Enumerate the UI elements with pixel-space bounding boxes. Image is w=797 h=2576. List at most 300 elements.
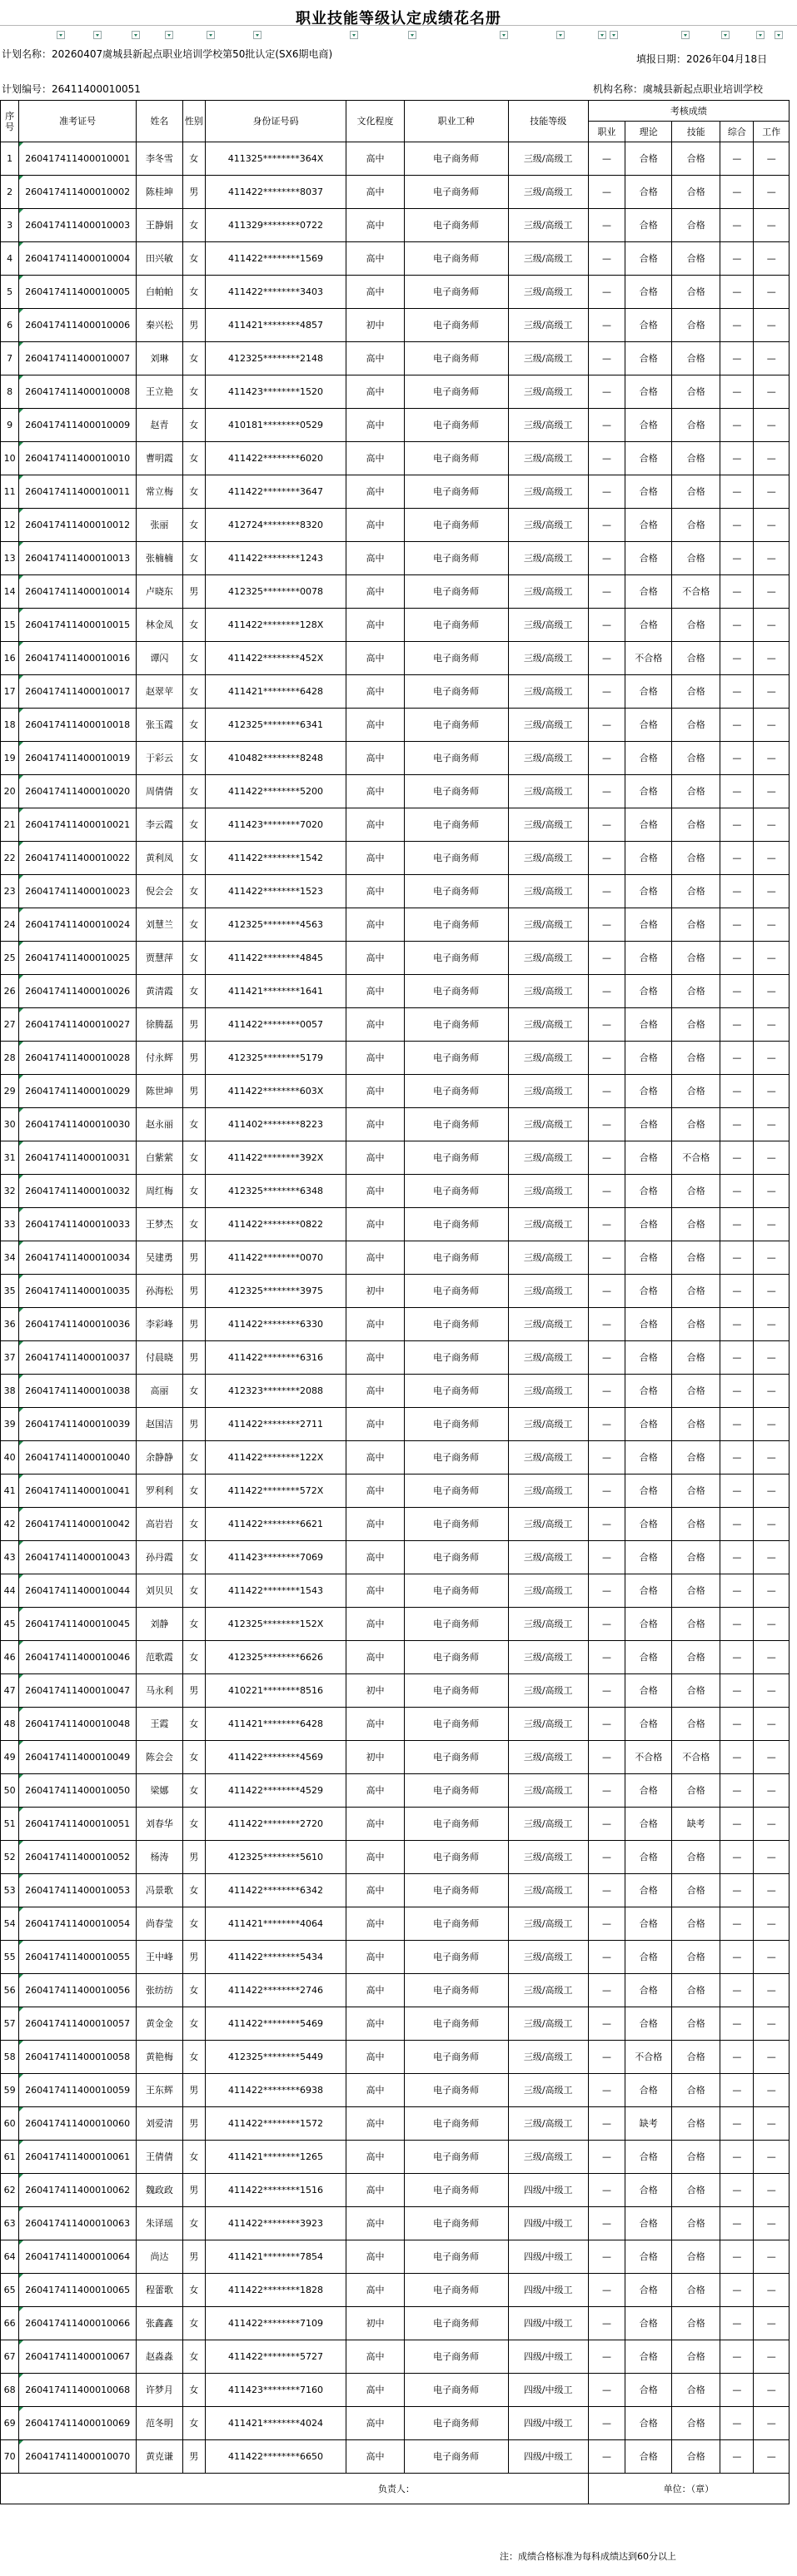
job-cell: 电子商务师 xyxy=(404,1874,508,1907)
job-cell: 电子商务师 xyxy=(404,1275,508,1308)
job-cell: 电子商务师 xyxy=(404,842,508,875)
id-cell: 412325********5449 xyxy=(205,2041,346,2074)
job-cell: 电子商务师 xyxy=(404,1741,508,1774)
score-occupational-cell: — xyxy=(588,609,625,642)
table-row xyxy=(1,2274,790,2307)
score-comprehensive-cell: — xyxy=(720,2107,754,2141)
exam-no-cell: 260417411400010014 xyxy=(19,575,137,609)
job-cell: 电子商务师 xyxy=(404,542,508,575)
score-occupational-cell: — xyxy=(588,942,625,975)
table-row xyxy=(1,2207,790,2240)
job-cell: 电子商务师 xyxy=(404,1341,508,1375)
seq-cell: 50 xyxy=(1,1774,19,1808)
score-comprehensive-cell: — xyxy=(720,675,754,709)
education-cell: 高中 xyxy=(346,842,404,875)
score-occupational-cell: — xyxy=(588,1241,625,1275)
id-cell: 411422********5434 xyxy=(205,1941,346,1974)
seq-cell: 44 xyxy=(1,1574,19,1608)
job-cell: 电子商务师 xyxy=(404,1907,508,1941)
job-cell: 电子商务师 xyxy=(404,2041,508,2074)
exam-no-cell: 260417411400010005 xyxy=(19,276,137,309)
level-cell: 四级/中级工 xyxy=(508,2274,588,2307)
score-skill-cell: 合格 xyxy=(672,442,720,475)
table-row xyxy=(1,1774,790,1808)
education-cell: 高中 xyxy=(346,1541,404,1574)
score-theory-cell: 合格 xyxy=(625,509,672,542)
job-cell: 电子商务师 xyxy=(404,1042,508,1075)
score-comprehensive-cell: — xyxy=(720,2074,754,2107)
exam-no-cell: 260417411400010057 xyxy=(19,2007,137,2041)
score-work-cell: — xyxy=(754,2141,790,2174)
score-work-cell: — xyxy=(754,1275,790,1308)
level-cell: 三级/高级工 xyxy=(508,1907,588,1941)
seq-cell: 27 xyxy=(1,1008,19,1042)
education-cell: 高中 xyxy=(346,642,404,675)
job-cell: 电子商务师 xyxy=(404,276,508,309)
id-cell: 411422********3403 xyxy=(205,276,346,309)
filter-dropdown-icon[interactable] xyxy=(207,31,215,39)
level-cell: 三级/高级工 xyxy=(508,842,588,875)
education-cell: 高中 xyxy=(346,575,404,609)
score-comprehensive-cell: — xyxy=(720,276,754,309)
filter-dropdown-icon[interactable] xyxy=(500,31,508,39)
table-row xyxy=(1,975,790,1008)
education-cell: 高中 xyxy=(346,176,404,209)
score-occupational-cell: — xyxy=(588,2107,625,2141)
education-cell: 高中 xyxy=(346,1375,404,1408)
score-occupational-cell: — xyxy=(588,1042,625,1075)
id-cell: 410181********0529 xyxy=(205,409,346,442)
gender-cell: 女 xyxy=(182,276,205,309)
score-comprehensive-cell: — xyxy=(720,2174,754,2207)
score-theory-cell: 合格 xyxy=(625,2207,672,2240)
score-work-cell: — xyxy=(754,642,790,675)
job-cell: 电子商务师 xyxy=(404,2440,508,2474)
score-occupational-cell: — xyxy=(588,1874,625,1907)
score-occupational-cell: — xyxy=(588,675,625,709)
col-score-skill: 技能 xyxy=(672,122,720,142)
score-theory-cell: 合格 xyxy=(625,875,672,908)
score-occupational-cell: — xyxy=(588,475,625,509)
plan-name xyxy=(2,48,418,61)
table-row xyxy=(1,409,790,442)
seq-cell: 37 xyxy=(1,1341,19,1375)
education-cell: 高中 xyxy=(346,2440,404,2474)
table-row xyxy=(1,2074,790,2107)
table-row xyxy=(1,1608,790,1641)
gender-cell: 女 xyxy=(182,1474,205,1508)
score-occupational-cell: — xyxy=(588,2141,625,2174)
level-cell: 三级/高级工 xyxy=(508,309,588,342)
exam-no-cell: 260417411400010027 xyxy=(19,1008,137,1042)
score-comprehensive-cell: — xyxy=(720,542,754,575)
table-row xyxy=(1,775,790,808)
id-cell: 411422********6020 xyxy=(205,442,346,475)
score-comprehensive-cell: — xyxy=(720,2440,754,2474)
education-cell: 高中 xyxy=(346,1341,404,1375)
filter-dropdown-icon[interactable] xyxy=(57,31,65,39)
seq-cell: 66 xyxy=(1,2307,19,2340)
level-cell: 四级/中级工 xyxy=(508,2340,588,2374)
id-cell: 411422********122X xyxy=(205,1441,346,1474)
filter-dropdown-icon[interactable] xyxy=(598,31,606,39)
table-row xyxy=(1,575,790,609)
score-occupational-cell: — xyxy=(588,242,625,276)
gender-cell: 男 xyxy=(182,2107,205,2141)
job-cell: 电子商务师 xyxy=(404,1075,508,1108)
id-cell: 411423********7020 xyxy=(205,808,346,842)
title-row xyxy=(0,0,797,26)
gender-cell: 女 xyxy=(182,1375,205,1408)
score-theory-cell: 合格 xyxy=(625,908,672,942)
exam-no-cell: 260417411400010055 xyxy=(19,1941,137,1974)
gender-cell: 女 xyxy=(182,409,205,442)
education-cell: 高中 xyxy=(346,1408,404,1441)
education-cell: 高中 xyxy=(346,1974,404,2007)
table-row xyxy=(1,509,790,542)
level-cell: 三级/高级工 xyxy=(508,2007,588,2041)
score-comprehensive-cell: — xyxy=(720,1808,754,1841)
score-occupational-cell: — xyxy=(588,1108,625,1141)
id-cell: 411422********6330 xyxy=(205,1308,346,1341)
score-occupational-cell: — xyxy=(588,2440,625,2474)
score-table xyxy=(0,100,790,2504)
education-cell: 高中 xyxy=(346,975,404,1008)
exam-no-cell: 260417411400010012 xyxy=(19,509,137,542)
score-theory-cell: 缺考 xyxy=(625,2107,672,2141)
score-work-cell: — xyxy=(754,2440,790,2474)
score-skill-cell: 合格 xyxy=(672,1641,720,1674)
score-theory-cell: 合格 xyxy=(625,2141,672,2174)
score-work-cell: — xyxy=(754,1141,790,1175)
score-skill-cell: 合格 xyxy=(672,475,720,509)
table-row xyxy=(1,1841,790,1874)
education-cell: 高中 xyxy=(346,2074,404,2107)
job-cell: 电子商务师 xyxy=(404,709,508,742)
id-cell: 411423********1520 xyxy=(205,375,346,409)
name-cell: 陈世坤 xyxy=(137,1075,183,1108)
education-cell: 高中 xyxy=(346,2041,404,2074)
gender-cell: 女 xyxy=(182,1541,205,1574)
score-work-cell: — xyxy=(754,309,790,342)
score-occupational-cell: — xyxy=(588,1674,625,1708)
table-row xyxy=(1,1275,790,1308)
job-cell: 电子商务师 xyxy=(404,2407,508,2440)
score-occupational-cell: — xyxy=(588,1541,625,1574)
name-cell: 谭闪 xyxy=(137,642,183,675)
id-cell: 412724********8320 xyxy=(205,509,346,542)
table-row xyxy=(1,475,790,509)
job-cell: 电子商务师 xyxy=(404,1974,508,2007)
score-occupational-cell: — xyxy=(588,309,625,342)
id-cell: 410482********8248 xyxy=(205,742,346,775)
score-skill-cell: 合格 xyxy=(672,875,720,908)
score-theory-cell: 合格 xyxy=(625,1141,672,1175)
gender-cell: 女 xyxy=(182,775,205,808)
score-work-cell: — xyxy=(754,276,790,309)
exam-no-cell: 260417411400010058 xyxy=(19,2041,137,2074)
filter-dropdown-icon[interactable] xyxy=(350,31,358,39)
table-row xyxy=(1,2307,790,2340)
filter-dropdown-icon[interactable] xyxy=(775,31,783,39)
col-id: 身份证号码 xyxy=(205,101,346,142)
unit-seal: 单位：（章） xyxy=(588,2474,789,2504)
score-work-cell: — xyxy=(754,342,790,375)
table-row xyxy=(1,1341,790,1375)
score-comprehensive-cell: — xyxy=(720,342,754,375)
col-name: 姓名 xyxy=(137,101,183,142)
gender-cell: 女 xyxy=(182,2207,205,2240)
seq-cell: 51 xyxy=(1,1808,19,1841)
score-comprehensive-cell: — xyxy=(720,742,754,775)
score-occupational-cell: — xyxy=(588,1275,625,1308)
education-cell: 高中 xyxy=(346,775,404,808)
level-cell: 三级/高级工 xyxy=(508,1108,588,1141)
plan-name-value: 20260407虞城县新起点职业培训学校第50批认定(SX6期电商) xyxy=(52,48,333,60)
level-cell: 三级/高级工 xyxy=(508,1774,588,1808)
score-work-cell: — xyxy=(754,1608,790,1641)
id-cell: 411423********7160 xyxy=(205,2374,346,2407)
education-cell: 高中 xyxy=(346,2274,404,2307)
education-cell: 高中 xyxy=(346,1574,404,1608)
id-cell: 412325********2148 xyxy=(205,342,346,375)
gender-cell: 男 xyxy=(182,2074,205,2107)
col-score-comprehensive: 综合 xyxy=(720,122,754,142)
level-cell: 三级/高级工 xyxy=(508,1042,588,1075)
seq-cell: 19 xyxy=(1,742,19,775)
table-row xyxy=(1,375,790,409)
job-cell: 电子商务师 xyxy=(404,575,508,609)
score-comprehensive-cell: — xyxy=(720,1907,754,1941)
score-skill-cell: 合格 xyxy=(672,1674,720,1708)
seq-cell: 39 xyxy=(1,1408,19,1441)
score-occupational-cell: — xyxy=(588,842,625,875)
level-cell: 三级/高级工 xyxy=(508,642,588,675)
seq-cell: 3 xyxy=(1,209,19,242)
score-work-cell: — xyxy=(754,2041,790,2074)
name-cell: 赵淼淼 xyxy=(137,2340,183,2374)
filter-dropdown-icon[interactable] xyxy=(93,31,102,39)
score-comprehensive-cell: — xyxy=(720,808,754,842)
level-cell: 三级/高级工 xyxy=(508,1441,588,1474)
score-comprehensive-cell: — xyxy=(720,1708,754,1741)
score-comprehensive-cell: — xyxy=(720,442,754,475)
id-cell: 411422********4569 xyxy=(205,1741,346,1774)
score-comprehensive-cell: — xyxy=(720,642,754,675)
table-row xyxy=(1,2007,790,2041)
table-row xyxy=(1,2107,790,2141)
level-cell: 三级/高级工 xyxy=(508,1574,588,1608)
level-cell: 三级/高级工 xyxy=(508,1208,588,1241)
seq-cell: 9 xyxy=(1,409,19,442)
table-row xyxy=(1,1708,790,1741)
score-work-cell: — xyxy=(754,1907,790,1941)
job-cell: 电子商务师 xyxy=(404,942,508,975)
gender-cell: 女 xyxy=(182,742,205,775)
level-cell: 三级/高级工 xyxy=(508,1674,588,1708)
name-cell: 罗利利 xyxy=(137,1474,183,1508)
id-cell: 411422********8037 xyxy=(205,176,346,209)
exam-no-cell: 260417411400010066 xyxy=(19,2307,137,2340)
id-cell: 411422********3923 xyxy=(205,2207,346,2240)
score-occupational-cell: — xyxy=(588,2374,625,2407)
score-theory-cell: 合格 xyxy=(625,1874,672,1907)
job-cell: 电子商务师 xyxy=(404,475,508,509)
education-cell: 高中 xyxy=(346,1874,404,1907)
score-skill-cell: 合格 xyxy=(672,2240,720,2274)
score-occupational-cell: — xyxy=(588,1574,625,1608)
score-skill-cell: 缺考 xyxy=(672,1808,720,1841)
level-cell: 三级/高级工 xyxy=(508,1974,588,2007)
filter-dropdown-icon[interactable] xyxy=(165,31,173,39)
filter-dropdown-icon[interactable] xyxy=(408,31,416,39)
gender-cell: 女 xyxy=(182,2407,205,2440)
education-cell: 高中 xyxy=(346,542,404,575)
seq-cell: 2 xyxy=(1,176,19,209)
filter-dropdown-icon[interactable] xyxy=(132,31,140,39)
score-skill-cell: 合格 xyxy=(672,1841,720,1874)
score-theory-cell: 合格 xyxy=(625,2374,672,2407)
score-work-cell: — xyxy=(754,975,790,1008)
col-gender: 性别 xyxy=(182,101,205,142)
id-cell: 411422********5200 xyxy=(205,775,346,808)
gender-cell: 女 xyxy=(182,209,205,242)
id-cell: 411422********4529 xyxy=(205,1774,346,1808)
level-cell: 三级/高级工 xyxy=(508,409,588,442)
table-row xyxy=(1,2240,790,2274)
table-row xyxy=(1,842,790,875)
table-row xyxy=(1,1874,790,1907)
seq-cell: 32 xyxy=(1,1175,19,1208)
score-work-cell: — xyxy=(754,142,790,176)
score-work-cell: — xyxy=(754,1175,790,1208)
gender-cell: 女 xyxy=(182,1141,205,1175)
score-comprehensive-cell: — xyxy=(720,609,754,642)
exam-no-cell: 260417411400010031 xyxy=(19,1141,137,1175)
job-cell: 电子商务师 xyxy=(404,1608,508,1641)
id-cell: 411421********6428 xyxy=(205,675,346,709)
id-cell: 411422********3647 xyxy=(205,475,346,509)
level-cell: 三级/高级工 xyxy=(508,209,588,242)
institution-name: 机构名称：虞城县新起点职业培训学校 xyxy=(593,83,764,95)
gender-cell: 女 xyxy=(182,142,205,176)
table-row xyxy=(1,1907,790,1941)
filter-dropdown-icon[interactable] xyxy=(681,31,690,39)
exam-no-cell: 260417411400010030 xyxy=(19,1108,137,1141)
seq-cell: 54 xyxy=(1,1907,19,1941)
education-cell: 高中 xyxy=(346,2240,404,2274)
education-cell: 初中 xyxy=(346,1741,404,1774)
table-row xyxy=(1,142,790,176)
job-cell: 电子商务师 xyxy=(404,309,508,342)
education-cell: 高中 xyxy=(346,1175,404,1208)
table-row xyxy=(1,1441,790,1474)
level-cell: 三级/高级工 xyxy=(508,1008,588,1042)
education-cell: 高中 xyxy=(346,1641,404,1674)
score-theory-cell: 合格 xyxy=(625,1641,672,1674)
gender-cell: 女 xyxy=(182,2340,205,2374)
gender-cell: 男 xyxy=(182,2440,205,2474)
education-cell: 高中 xyxy=(346,242,404,276)
score-comprehensive-cell: — xyxy=(720,1108,754,1141)
name-cell: 刘琳 xyxy=(137,342,183,375)
exam-no-cell: 260417411400010056 xyxy=(19,1974,137,2007)
filter-dropdown-icon[interactable] xyxy=(721,31,730,39)
education-cell: 高中 xyxy=(346,142,404,176)
seq-cell: 62 xyxy=(1,2174,19,2207)
exam-no-cell: 260417411400010026 xyxy=(19,975,137,1008)
exam-no-cell: 260417411400010016 xyxy=(19,642,137,675)
score-occupational-cell: — xyxy=(588,2207,625,2240)
name-cell: 魏政政 xyxy=(137,2174,183,2207)
table-row xyxy=(1,309,790,342)
score-occupational-cell: — xyxy=(588,775,625,808)
gender-cell: 男 xyxy=(182,1308,205,1341)
score-work-cell: — xyxy=(754,2107,790,2141)
exam-no-cell: 260417411400010039 xyxy=(19,1408,137,1441)
gender-cell: 女 xyxy=(182,808,205,842)
education-cell: 高中 xyxy=(346,1308,404,1341)
level-cell: 三级/高级工 xyxy=(508,1541,588,1574)
table-row xyxy=(1,2340,790,2374)
job-cell: 电子商务师 xyxy=(404,742,508,775)
score-skill-cell: 合格 xyxy=(672,209,720,242)
seq-cell: 30 xyxy=(1,1108,19,1141)
exam-no-cell: 260417411400010038 xyxy=(19,1375,137,1408)
score-comprehensive-cell: — xyxy=(720,1141,754,1175)
id-cell: 411422********5727 xyxy=(205,2340,346,2374)
score-work-cell: — xyxy=(754,2307,790,2340)
table-row xyxy=(1,1208,790,1241)
job-cell: 电子商务师 xyxy=(404,1808,508,1841)
score-skill-cell: 合格 xyxy=(672,675,720,709)
score-skill-cell: 合格 xyxy=(672,2374,720,2407)
filter-dropdown-icon[interactable] xyxy=(556,31,565,39)
score-work-cell: — xyxy=(754,2007,790,2041)
level-cell: 三级/高级工 xyxy=(508,2074,588,2107)
education-cell: 初中 xyxy=(346,2307,404,2340)
name-cell: 贾慧萍 xyxy=(137,942,183,975)
table-row xyxy=(1,242,790,276)
filter-dropdown-icon[interactable] xyxy=(610,31,618,39)
education-cell: 高中 xyxy=(346,2374,404,2407)
gender-cell: 女 xyxy=(182,1441,205,1474)
score-work-cell: — xyxy=(754,1641,790,1674)
education-cell: 高中 xyxy=(346,742,404,775)
table-row xyxy=(1,276,790,309)
level-cell: 三级/高级工 xyxy=(508,675,588,709)
filter-dropdown-icon[interactable] xyxy=(756,31,765,39)
header-row xyxy=(1,101,790,122)
table-row xyxy=(1,709,790,742)
score-theory-cell: 合格 xyxy=(625,1042,672,1075)
filter-dropdown-icon[interactable] xyxy=(253,31,262,39)
id-cell: 411422********2711 xyxy=(205,1408,346,1441)
id-cell: 412323********2088 xyxy=(205,1375,346,1408)
score-occupational-cell: — xyxy=(588,1075,625,1108)
seq-cell: 6 xyxy=(1,309,19,342)
gender-cell: 女 xyxy=(182,2307,205,2340)
id-cell: 411402********8223 xyxy=(205,1108,346,1141)
job-cell: 电子商务师 xyxy=(404,2007,508,2041)
id-cell: 412325********0078 xyxy=(205,575,346,609)
name-cell: 范冬明 xyxy=(137,2407,183,2440)
score-comprehensive-cell: — xyxy=(720,1641,754,1674)
name-cell: 黄金金 xyxy=(137,2007,183,2041)
seq-cell: 42 xyxy=(1,1508,19,1541)
education-cell: 高中 xyxy=(346,1075,404,1108)
job-cell: 电子商务师 xyxy=(404,808,508,842)
